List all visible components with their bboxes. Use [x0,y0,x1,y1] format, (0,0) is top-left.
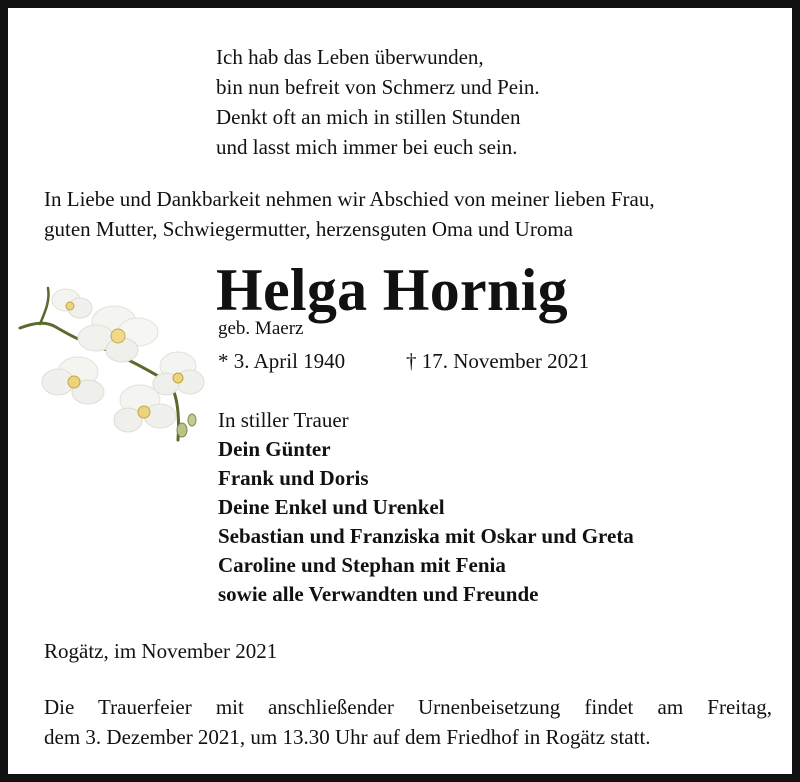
mourner-name: Sebastian und Franziska mit Oskar und Greta [218,524,634,548]
mourner-name: sowie alle Verwandten und Freunde [218,582,539,606]
mourner-name: Caroline und Stephan mit Fenia [218,553,506,577]
poem [216,42,636,162]
mourners-list [218,406,634,609]
life-dates [218,348,590,374]
poem-line: Ich hab das Leben überwunden, [216,45,484,69]
poem-line: und lasst mich immer bei euch sein. [216,135,518,159]
death-date: † 17. November 2021 [406,349,590,373]
funeral-line: Die Trauerfeier mit anschließender Urnenbeisetzung findet am Freitag, [44,695,772,719]
mourners-heading: In stiller Trauer [218,408,349,432]
intro-line: guten Mutter, Schwiegermutter, herzensguten Oma und Uroma [44,217,573,241]
maiden-name: geb. Maerz [218,318,304,339]
mourner-name: Deine Enkel und Urenkel [218,495,445,519]
orchid-branch-image [18,270,208,450]
mourner-name: Frank und Doris [218,466,369,490]
intro-line: In Liebe und Dankbarkeit nehmen wir Abschied von meiner lieben Frau, [44,187,655,211]
funeral-line: dem 3. Dezember 2021, um 13.30 Uhr auf dem Friedhof in Rogätz statt. [44,725,651,749]
intro-text [44,184,772,244]
place-date: Rogätz, im November 2021 [44,639,278,663]
funeral-info [44,692,772,752]
mourner-name: Dein Günter [218,437,331,461]
deceased-name: Helga Hornig [216,257,568,323]
birth-date: * 3. April 1940 [218,349,346,373]
poem-line: Denkt oft an mich in stillen Stunden [216,105,521,129]
poem-line: bin nun befreit von Schmerz und Pein. [216,75,540,99]
